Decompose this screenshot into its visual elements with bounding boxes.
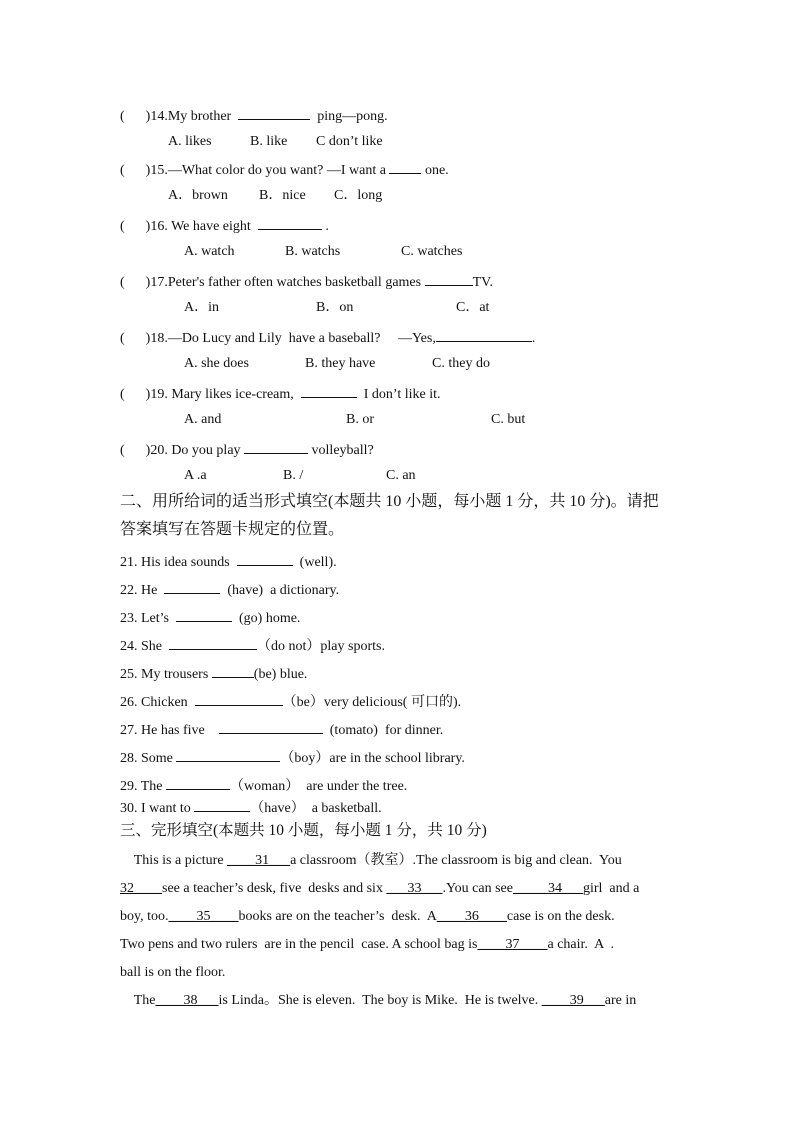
question-text: （boy）are in the school library. (280, 751, 465, 766)
cloze-line-4 (120, 936, 676, 954)
cloze-line-2 (120, 880, 676, 898)
option-a[interactable]: A．in (184, 300, 219, 315)
option-b[interactable]: B．on (316, 300, 354, 315)
cloze-text: .You can see (442, 881, 513, 896)
answer-blank[interactable] (194, 797, 250, 812)
option-b[interactable]: B. / (283, 468, 304, 483)
question-text: ( )16. We have eight (120, 219, 258, 234)
answer-blank[interactable] (237, 551, 293, 566)
question-text: 27. He has five (120, 723, 219, 738)
option-b[interactable]: B. watchs (285, 244, 341, 259)
question-27 (120, 719, 443, 740)
cloze-text: boy, too. (120, 909, 169, 924)
cloze-text: The (120, 993, 156, 1008)
answer-blank[interactable] (195, 691, 283, 706)
cloze-blank-35[interactable]: ____35____ (168, 909, 239, 924)
cloze-blank-34[interactable]: _____34___ (512, 881, 583, 896)
answer-blank[interactable] (258, 215, 322, 230)
question-text: . (321, 219, 329, 234)
question-text: 21. His idea sounds (120, 555, 237, 570)
question-text: 29. The (120, 779, 167, 794)
cloze-text: Two pens and two rulers are in the pencil case. A school bag is (120, 937, 478, 952)
question-text: (have) a dictionary. (220, 583, 340, 598)
question-text: ( )19. Mary likes ice-cream, (120, 387, 301, 402)
option-b[interactable]: B. or (346, 412, 374, 427)
question-text: ( )14.My brother (120, 109, 239, 124)
option-c[interactable]: C．at (456, 300, 490, 315)
option-a[interactable]: A .a (184, 468, 207, 483)
option-c[interactable]: C. watches (401, 244, 463, 259)
answer-blank[interactable] (389, 159, 421, 174)
question-text: (well). (292, 555, 337, 570)
question-text: one. (421, 163, 449, 178)
question-text: volleyball? (308, 443, 374, 458)
answer-blank[interactable] (176, 607, 232, 622)
question-text: ( )20. Do you play (120, 443, 245, 458)
answer-blank[interactable] (166, 775, 230, 790)
option-c[interactable]: C. they do (432, 356, 490, 371)
cloze-text: case is on the desk. (506, 909, 615, 924)
question-text: ( )18.—Do Lucy and Lily have a baseball? —Yes, (120, 331, 436, 346)
question-text: ( )17.Peter's father often watches basketball games (120, 275, 425, 290)
option-a[interactable]: A．brown (168, 188, 228, 203)
question-16 (120, 215, 329, 236)
cloze-text: a chair. A . (547, 937, 614, 952)
cloze-line-5 (120, 964, 676, 982)
question-28 (120, 747, 465, 768)
cloze-text: This is a picture (120, 853, 228, 868)
option-c[interactable]: C．long (334, 188, 383, 203)
cloze-blank-33[interactable]: ___33___ (386, 881, 443, 896)
cloze-line-6 (120, 992, 676, 1010)
question-25 (120, 663, 307, 684)
question-29 (120, 775, 407, 796)
question-text: （have） a basketball. (250, 801, 382, 816)
section-2-title-line1: 二、用所给词的适当形式填空(本题共 10 小题，每小题 1 分，共 10 分)。请把 (120, 493, 659, 510)
question-text: （woman） are under the tree. (230, 779, 408, 794)
question-text: 26. Chicken (120, 695, 195, 710)
question-19 (120, 383, 441, 404)
question-18 (120, 327, 535, 348)
section-3-title: 三、完形填空(本题共 10 小题，每小题 1 分，共 10 分) (120, 822, 487, 839)
question-21 (120, 551, 337, 572)
question-17 (120, 271, 493, 292)
question-23 (120, 607, 300, 628)
answer-blank[interactable] (176, 747, 280, 762)
answer-blank[interactable] (219, 719, 323, 734)
option-a[interactable]: A. and (184, 412, 222, 427)
cloze-blank-32[interactable]: 32____ (120, 881, 162, 896)
question-text: (go) home. (232, 611, 301, 626)
question-30 (120, 797, 382, 818)
question-text: 25. My trousers (120, 667, 212, 682)
question-text: 30. I want to (120, 801, 195, 816)
question-text: . (531, 331, 536, 346)
cloze-blank-37[interactable]: ____37____ (477, 937, 548, 952)
cloze-text: ball is on the floor. (120, 965, 226, 980)
question-text: (tomato) for dinner. (322, 723, 444, 738)
cloze-line-1 (120, 852, 676, 870)
option-c[interactable]: C. but (491, 412, 526, 427)
cloze-text: girl and a (582, 881, 640, 896)
option-a[interactable]: A. she does (184, 356, 249, 371)
question-text: 22. He (120, 583, 165, 598)
answer-blank[interactable] (425, 271, 473, 286)
cloze-text: a classroom（教室）.The classroom is big and clean. You (290, 853, 622, 868)
option-b[interactable]: B．nice (259, 188, 306, 203)
section-2-title-line2: 答案填写在答题卡规定的位置。 (120, 521, 345, 538)
cloze-text: are in (604, 993, 637, 1008)
answer-blank[interactable] (169, 635, 257, 650)
option-c[interactable]: C. an (386, 468, 416, 483)
answer-blank[interactable] (301, 383, 357, 398)
cloze-text: books are on the teacher’s desk. A (238, 909, 437, 924)
question-text: ( )15.—What color do you want? —I want a (120, 163, 390, 178)
answer-blank[interactable] (244, 439, 308, 454)
option-a[interactable]: A. watch (184, 244, 235, 259)
cloze-blank-36[interactable]: ____36____ (436, 909, 507, 924)
option-c[interactable]: C don’t like (316, 134, 383, 149)
question-text: ping—pong. (310, 109, 388, 124)
question-text: TV. (472, 275, 493, 290)
question-text: 23. Let’s (120, 611, 176, 626)
question-22 (120, 579, 339, 600)
question-14 (120, 105, 388, 126)
question-text: I don’t like it. (356, 387, 441, 402)
question-20 (120, 439, 374, 460)
question-15 (120, 159, 449, 180)
question-26 (120, 691, 461, 712)
question-text: 24. She (120, 639, 169, 654)
question-text: (be) blue. (253, 667, 308, 682)
question-24 (120, 635, 385, 656)
cloze-blank-31[interactable]: ____31___ (227, 853, 291, 868)
cloze-line-3 (120, 908, 676, 926)
answer-blank[interactable] (436, 327, 532, 342)
cloze-blank-38[interactable]: ____38___ (155, 993, 219, 1008)
cloze-text: see a teacher’s desk, five desks and six (162, 881, 387, 896)
cloze-text: is Linda。She is eleven. The boy is Mike. He is twelve. (218, 993, 542, 1008)
answer-blank[interactable] (212, 663, 254, 678)
option-a[interactable]: A. likes (168, 134, 212, 149)
answer-blank[interactable] (164, 579, 220, 594)
option-b[interactable]: B. like (250, 134, 288, 149)
question-text: 28. Some (120, 751, 177, 766)
question-text: （do not）play sports. (257, 639, 385, 654)
option-b[interactable]: B. they have (305, 356, 376, 371)
question-text: （be）very delicious( 可口的). (282, 695, 462, 710)
cloze-blank-39[interactable]: ____39___ (541, 993, 605, 1008)
answer-blank[interactable] (238, 105, 310, 120)
